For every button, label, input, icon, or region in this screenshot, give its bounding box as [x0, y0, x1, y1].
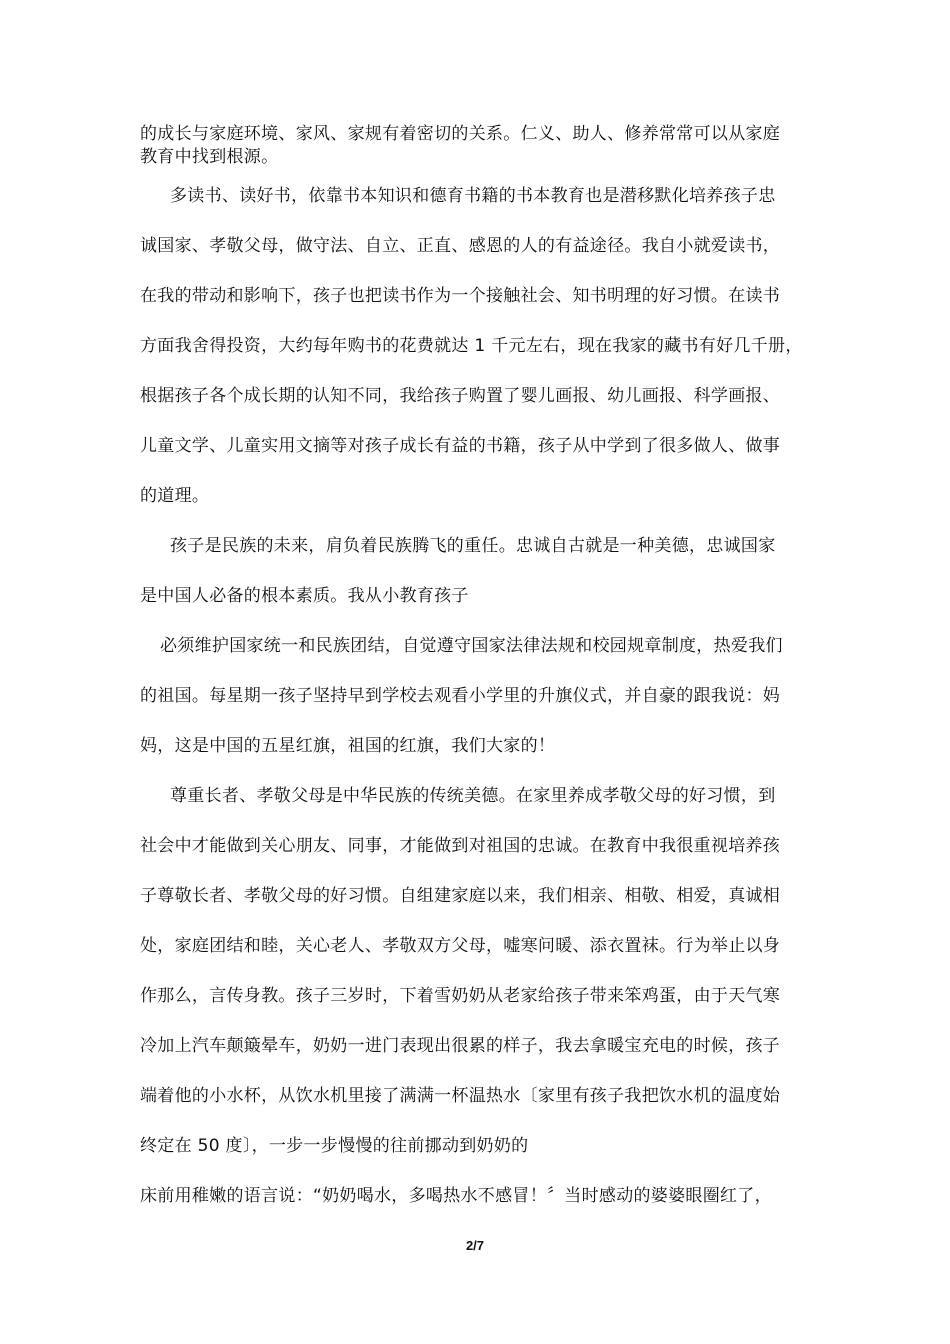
text-line-18: 处，家庭团结和睦，关心老人、孝敬双方父母，嘘寒问暖、添衣置袜。行为举止以身 [140, 936, 781, 956]
text-line-21: 端着他的小水杯，从饮水机里接了满满一杯温热水〔家里有孩子我把饮水机的温度始 [140, 1086, 781, 1106]
text-line-6: 方面我舍得投资，大约每年购书的花费就达 1 千元左右，现在我家的藏书有好几千册， [140, 336, 803, 356]
text-line-12: 必须维护国家统一和民族团结，自觉遵守国家法律法规和校园规章制度，热爱我们 [160, 636, 783, 656]
text-line-15: 尊重长者、孝敬父母是中华民族的传统美德。在家里养成孝敬父母的好习惯，到 [170, 786, 776, 806]
text-line-11: 是中国人必备的根本素质。我从小教育孩子 [140, 586, 469, 606]
text-line-7: 根据孩子各个成长期的认知不同，我给孩子购置了婴儿画报、幼儿画报、科学画报、 [140, 386, 781, 406]
page-number: 2/7 [465, 1238, 485, 1253]
text-line-5: 在我的带动和影响下，孩子也把读书作为一个接触社会、知书明理的好习惯。在读书 [140, 286, 781, 306]
text-line-3: 多读书、读好书，依靠书本知识和德育书籍的书本教育也是潜移默化培养孩子忠 [170, 186, 776, 206]
text-line-20: 冷加上汽车颠簸晕车，奶奶一进门表现出很累的样子，我去拿暖宝充电的时候，孩子 [140, 1036, 781, 1056]
text-line-22: 终定在 50 度〕，一步一步慢慢的往前挪动到奶奶的 [140, 1136, 529, 1156]
text-line-13: 的祖国。每星期一孩子坚持早到学校去观看小学里的升旗仪式，并自豪的跟我说：妈 [140, 686, 781, 706]
text-line-17: 子尊敬长者、孝敬父母的好习惯。自组建家庭以来，我们相亲、相敬、相爱，真诚相 [140, 886, 781, 906]
text-line-16: 社会中才能做到关心朋友、同事，才能做到对祖国的忠诚。在教育中我很重视培养孩 [140, 836, 781, 856]
text-line-23: 床前用稚嫩的语言说：“奶奶喝水，多喝热水不感冒！〞当时感动的婆婆眼圈红了， [140, 1186, 772, 1206]
text-line-9: 的道理。 [140, 486, 210, 506]
text-line-19: 作那么，言传身教。孩子三岁时，下着雪奶奶从老家给孩子带来笨鸡蛋，由于天气寒 [140, 986, 781, 1006]
text-line-8: 儿童文学、儿童实用文摘等对孩子成长有益的书籍，孩子从中学到了很多做人、做事 [140, 436, 781, 456]
text-line-10: 孩子是民族的未来，肩负着民族腾飞的重任。忠诚自古就是一种美德，忠诚国家 [170, 536, 776, 556]
text-line-2: 教育中找到根源。 [140, 147, 279, 167]
text-line-1: 的成长与家庭环境、家风、家规有着密切的关系。仁义、助人、修养常常可以从家庭 [140, 124, 781, 144]
text-line-4: 诚国家、孝敬父母，做守法、自立、正直、感恩的人的有益途径。我自小就爱读书， [140, 236, 781, 256]
text-line-14: 妈，这是中国的五星红旗，祖国的红旗，我们大家的！ [140, 736, 556, 756]
